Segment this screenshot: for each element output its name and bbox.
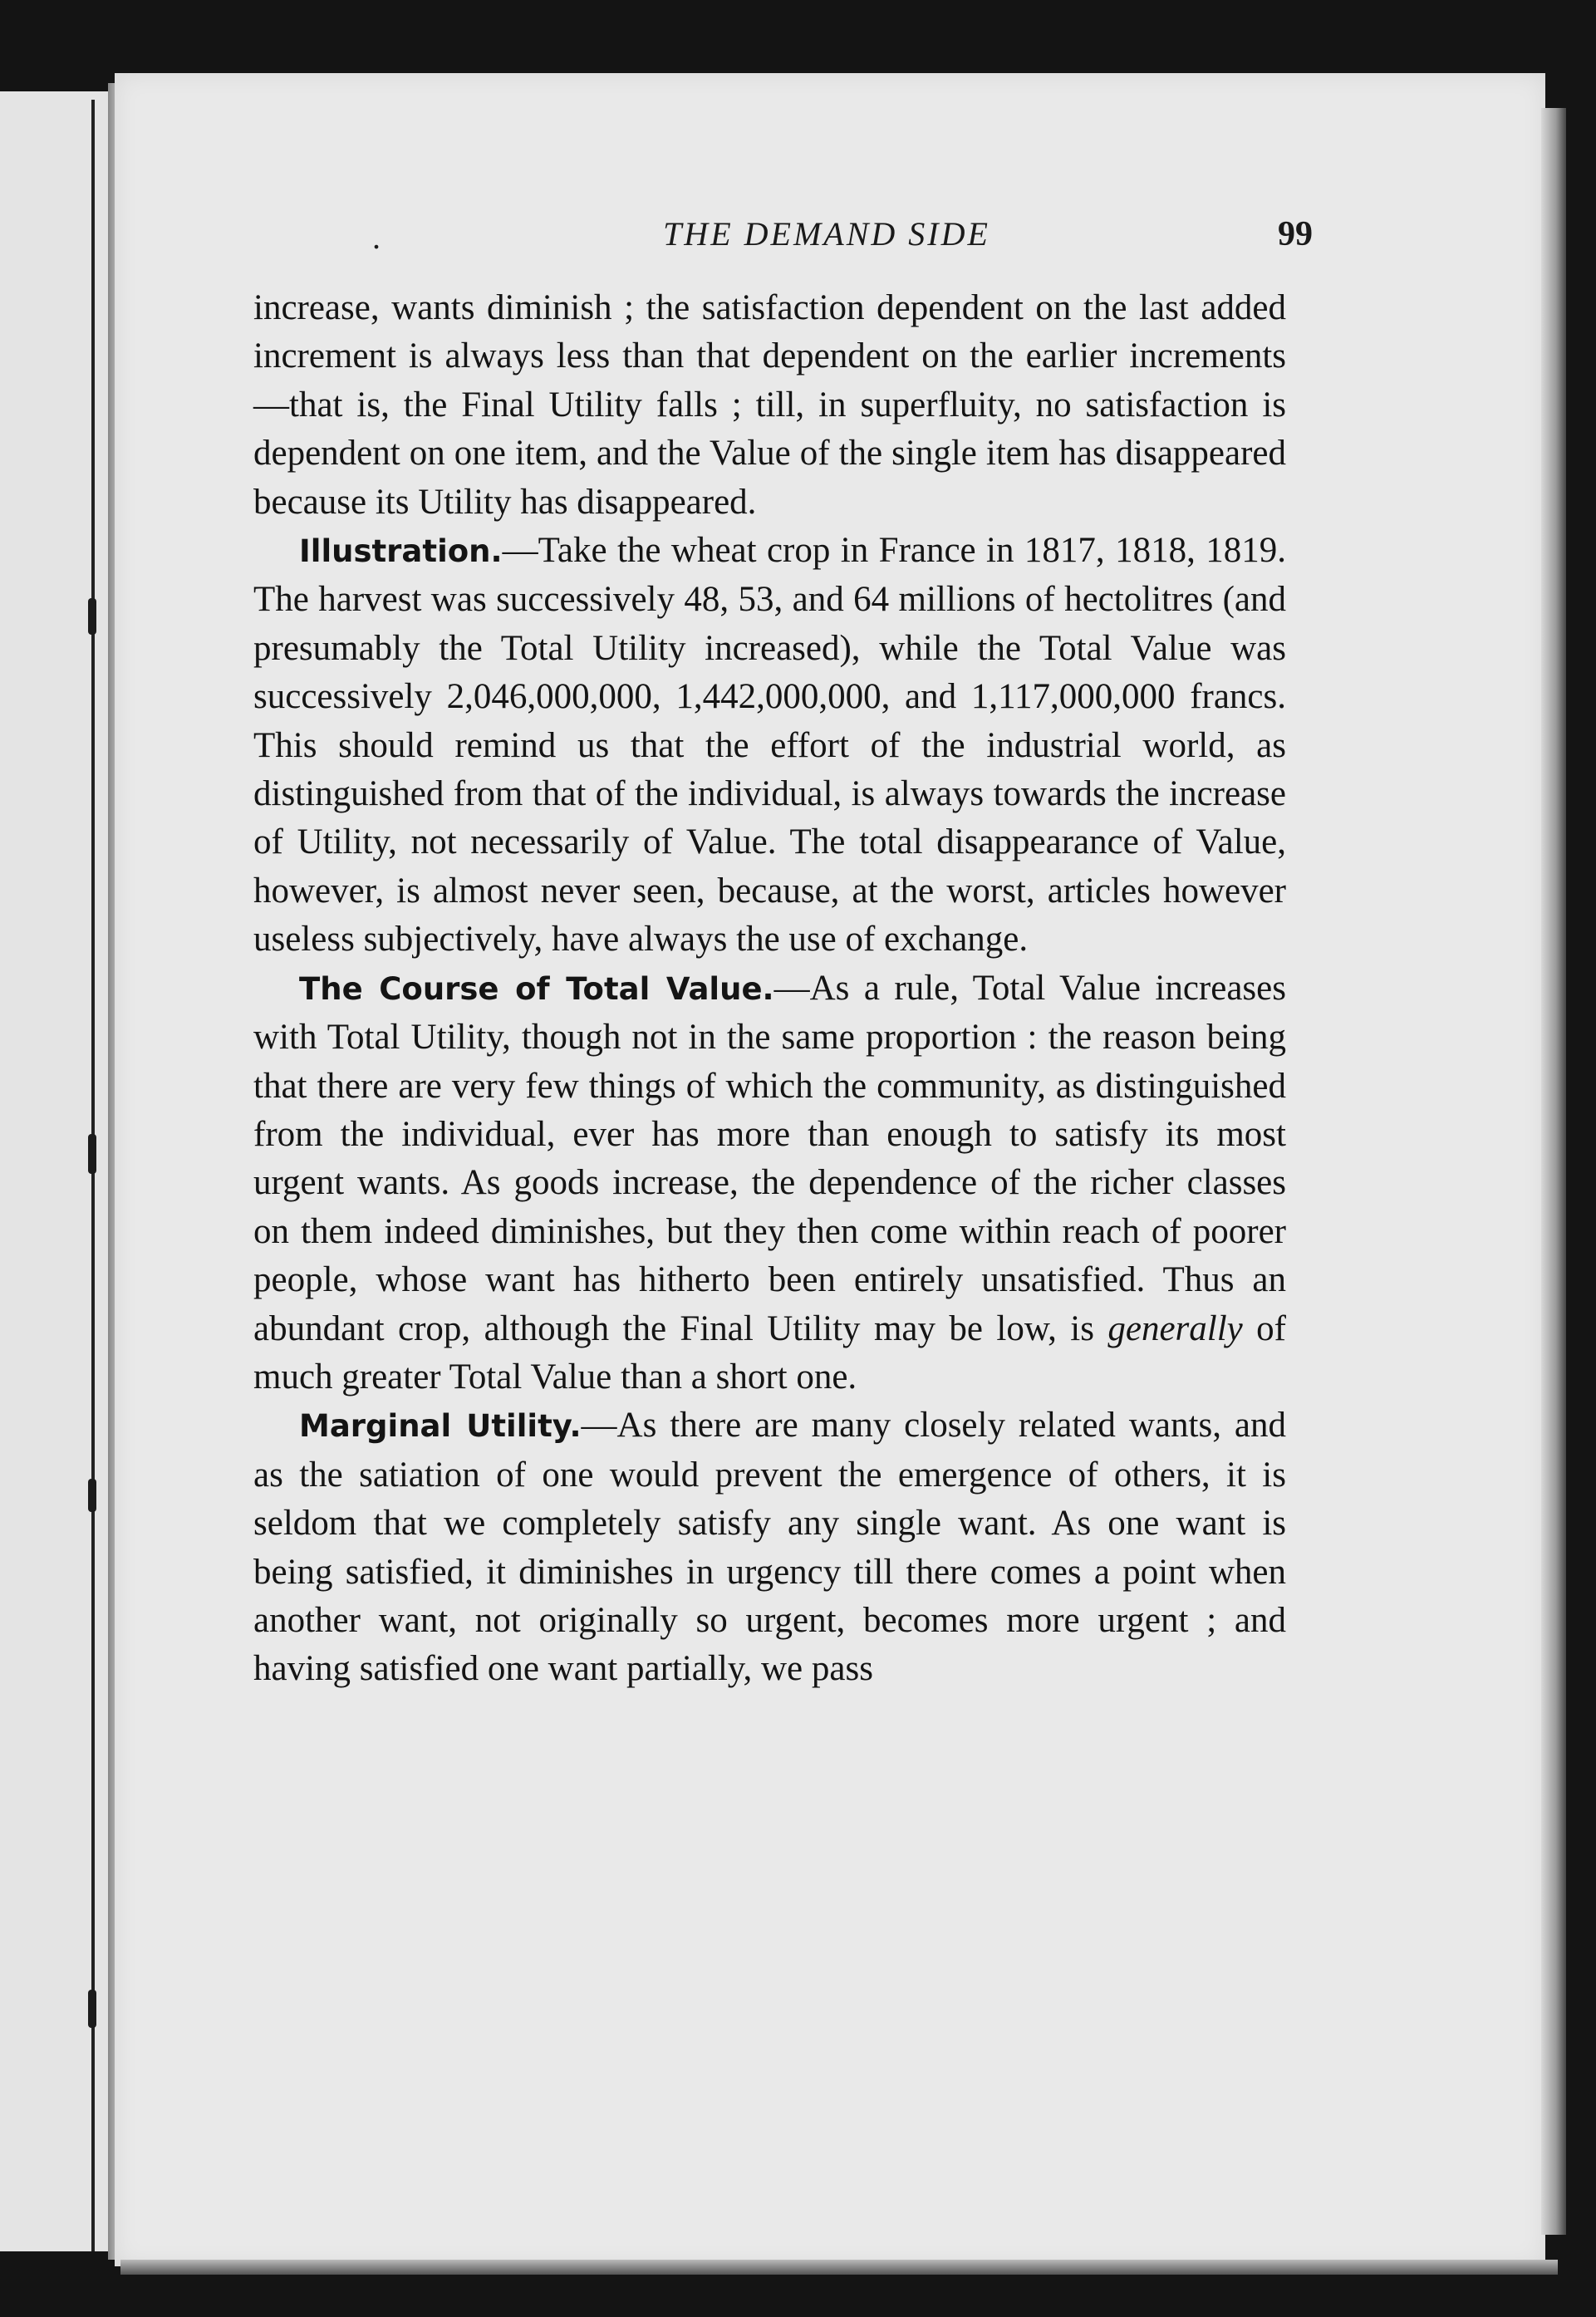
paragraph-text: —Take the wheat crop in France in 1817, 1818, 1819. The harvest was successively 48, 53, and 64 millions of hectolitres (and presumably the Total Utility increased), while the Total Value was successively 2,046,000,000, 1,442,000,000, and 1,117,000,000 francs. This should remind us that the effort of the industrial world, as distinguished from that of the individual, is always towards the increase of Utility, not necessarily of Value. The total disappearance of Value, however, is almost never seen, because, at the worst, articles however useless subjectively, have always the use of exchange. [253,531,1286,960]
margin-mark [88,1134,96,1174]
header-dot: . [372,218,381,256]
emphasis-text: generally [1107,1308,1243,1348]
facing-page-rule [91,100,95,2251]
margin-mark [88,598,96,635]
paragraph-text: —As a rule, Total Value increases with Total Utility, though not in the same proportion : the reason being that there are very few things of which the community, as distinguished from the individual, ever has more than enough to satisfy its most urgent wants. As goods increase, the dependence of the richer classes on them indeed diminishes, but they then come within reach of poorer people, whose want has hitherto been entirely unsatisfied. Thus an abundant crop, although the Final Utility may be low, is [253,968,1286,1348]
margin-mark [88,1990,96,2028]
paragraph-continuation: increase, wants diminish ; the satisfaction dependent on the last added increment is always less than that dependent on the earlier increments—that is, the Final Utility falls ; till, in superfluity, no satisfaction is dependent on one item, and the Value of the single item has disappeared because its Utility has disappeared. [253,288,1286,522]
section-heading: Illustration. [299,533,503,570]
paragraph-text: of much greater Total Value than a short one. [253,1308,1286,1397]
section-heading: Marginal Utility. [299,1408,582,1445]
body-text [253,284,1286,1694]
running-header: THE DEMAND SIDE [663,215,990,253]
margin-mark [88,1479,96,1512]
section-heading: The Course of Total Value. [299,970,774,1007]
paragraph-illustration [253,527,1286,965]
page-edge-right [1541,108,1566,2235]
paragraph-course-of-total-value [253,965,1286,1402]
page-number: 99 [1278,215,1313,253]
paragraph-marginal-utility [253,1401,1286,1693]
paragraph-text: —As there are many closely related wants, and as the satiation of one would prevent the emergence of others, it is seldom that we completely satisfy any single want. As one want is being satisfied, it diminishes in urgency till there comes a point when another want, not originally so urgent, becomes more urgent ; and having satisfied one want partially, we pass [253,1406,1286,1689]
page-edge-bottom [120,2260,1558,2275]
